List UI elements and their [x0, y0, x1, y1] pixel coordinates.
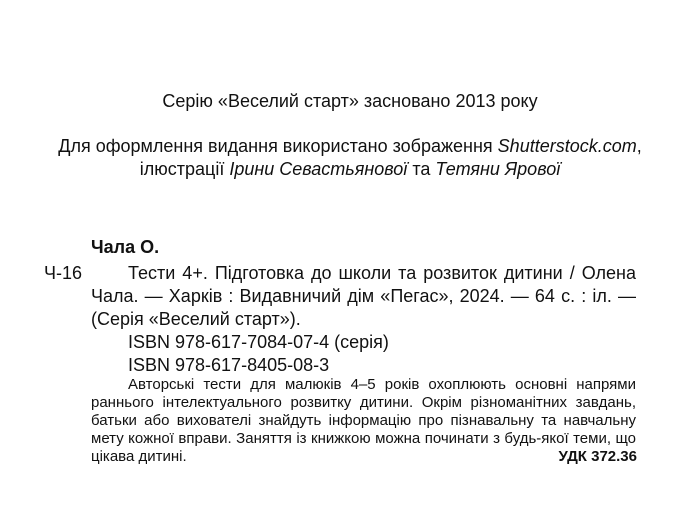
credits-line-2-prefix: ілюстрації — [139, 159, 230, 179]
author-sign-code: Ч-16 — [44, 263, 83, 283]
udk-index: УДК 372.36 — [558, 448, 637, 465]
annotation-text: Авторські тести для малюків 4–5 років охоплюють основні напрями раннього інтелектуального розвитку дитини. Окрім різноманітних завдань, батьки або вихователі знайдуть інформацію про пізнавальну та навчальну мету кожної вправи. Заняття із книжкою можна починати з будь-якої теми, що цікава дитині. — [91, 376, 636, 465]
illustrator-2: Тетяни Ярової — [435, 159, 561, 179]
catalog-description: Тести 4+. Підготовка до школи та розвиток дитини / Олена Чала. — Харків : Видавничий дім «Пегас», 2024. — 64 с. : іл. — (Серія «Веселий старт»). — [91, 263, 636, 329]
credits-conjunction: та — [407, 159, 436, 179]
credits-line-1 — [0, 135, 700, 158]
series-founded-line: Серію «Веселий старт» засновано 2013 року — [162, 91, 538, 111]
credits-line-2 — [0, 158, 700, 181]
illustrator-1: Ірини Севастьянової — [229, 159, 408, 179]
image-credits — [0, 135, 700, 181]
isbn-series: ISBN 978-617-7084-07-4 (серія) — [128, 332, 389, 352]
credits-line-1-suffix: , — [636, 136, 642, 156]
credits-line-1-prefix: Для оформлення видання використано зображення — [58, 136, 498, 156]
image-source: Shutterstock.com — [497, 136, 637, 156]
isbn-book: ISBN 978-617-8405-08-3 — [128, 355, 330, 375]
catalog-author: Чала О. — [91, 237, 160, 257]
